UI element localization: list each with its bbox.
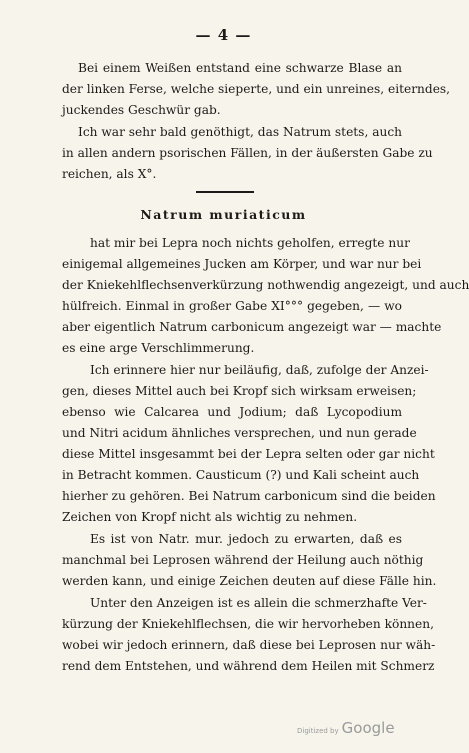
text-line: hat mir bei Lepra noch nichts geholfen, erregte nur (90, 236, 410, 250)
text-line: in Betracht kommen. Causticum (?) und Kali scheint auch (62, 468, 420, 482)
digitized-label: Digitized by (297, 727, 339, 735)
text-line: hülfreich. Einmal in großer Gabe XI°°° gegeben, — wo (62, 299, 402, 313)
page-number: — 4 — (195, 26, 252, 44)
text-line: kürzung der Kniekehlflechsen, die wir hervorheben können, (62, 617, 434, 631)
text-line: es eine arge Verschlimmerung. (62, 341, 255, 355)
text-line: reichen, als X°. (62, 167, 157, 181)
text-line: der Kniekehlflechsenverkürzung nothwendig angezeigt, und auch (62, 278, 469, 292)
google-logo: Google (341, 719, 395, 737)
text-line: werden kann, und einige Zeichen deuten auf diese Fälle hin. (62, 574, 437, 588)
text-line: Bei einem Weißen entstand eine schwarze Blase an (78, 61, 402, 75)
text-line: und Nitri acidum ähnliches versprechen, und nun gerade (62, 426, 417, 440)
text-line: gen, dieses Mittel auch bei Kropf sich wirksam erweisen; (62, 384, 417, 398)
section-heading: Natrum muriaticum (140, 207, 307, 222)
text-line: Zeichen von Kropf nicht als wichtig zu nehmen. (62, 510, 358, 524)
text-line: Unter den Anzeigen ist es allein die schmerzhafte Ver- (90, 596, 427, 610)
text-line: juckendes Geschwür gab. (62, 103, 221, 117)
text-line: in allen andern psorischen Fällen, in der äußersten Gabe zu (62, 146, 433, 160)
text-line: wobei wir jedoch erinnern, daß diese bei Leprosen nur wäh- (62, 638, 436, 652)
text-line: einigemal allgemeines Jucken am Körper, und war nur bei (62, 257, 422, 271)
text-line: rend dem Entstehen, und während dem Heilen mit Schmerz (62, 659, 435, 673)
text-line: Ich war sehr bald genöthigt, das Natrum stets, auch (78, 125, 402, 139)
text-line: manchmal bei Leprosen während der Heilung auch nöthig (62, 553, 424, 567)
digitized-watermark (297, 718, 395, 737)
text-line: Es ist von Natr. mur. jedoch zu erwarten, daß es (90, 532, 402, 546)
text-line: aber eigentlich Natrum carbonicum angezeigt war — machte (62, 320, 442, 334)
text-line: diese Mittel insgesammt bei der Lepra selten oder gar nicht (62, 447, 435, 461)
text-line: hierher zu gehören. Bei Natrum carbonicum sind die beiden (62, 489, 436, 503)
text-line: der linken Ferse, welche sieperte, und ein unreines, eiterndes, (62, 82, 451, 96)
text-line: Ich erinnere hier nur beiläufig, daß, zufolge der Anzei- (90, 363, 429, 377)
section-divider (196, 191, 254, 193)
text-line: ebenso wie Calcarea und Jodium; daß Lycopodium (62, 405, 402, 419)
